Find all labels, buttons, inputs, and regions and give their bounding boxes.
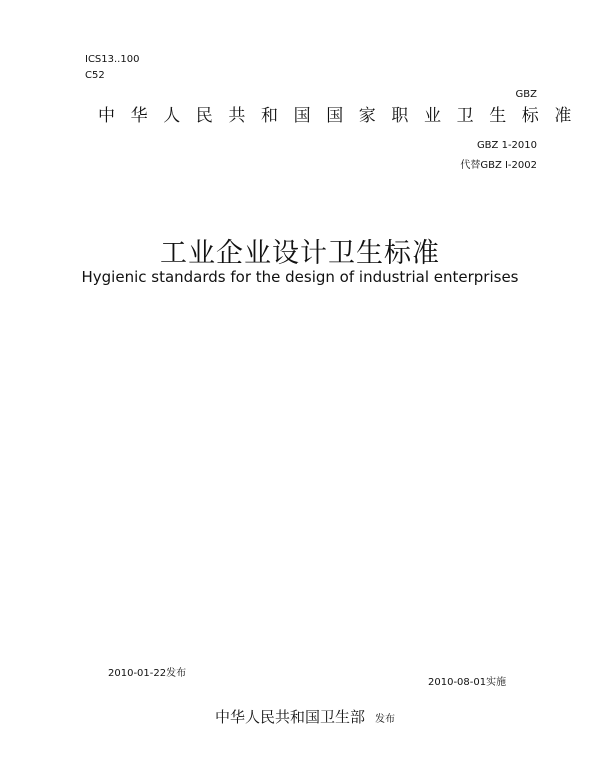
issuing-authority: 中华人民共和国卫生部	[215, 708, 366, 726]
issue-date: 2010-01-22发布	[108, 668, 187, 679]
national-standard-title: 中华人民共和国国家职业卫生标准	[98, 106, 587, 126]
issuer-line	[215, 706, 395, 727]
ccs-code: C52	[85, 70, 105, 81]
issue-label: 发布	[375, 714, 396, 725]
implementation-date: 2010-08-01实施	[428, 677, 507, 688]
replaces-standard: 代替GBZ I-2002	[460, 160, 537, 171]
ics-code: ICS13..100	[85, 54, 140, 65]
document-title-english: Hygienic standards for the design of industrial enterprises	[81, 268, 519, 286]
document-title-chinese: 工业企业设计卫生标准	[160, 238, 440, 269]
standard-mark: GBZ	[515, 89, 537, 100]
standard-number: GBZ 1-2010	[476, 140, 537, 151]
